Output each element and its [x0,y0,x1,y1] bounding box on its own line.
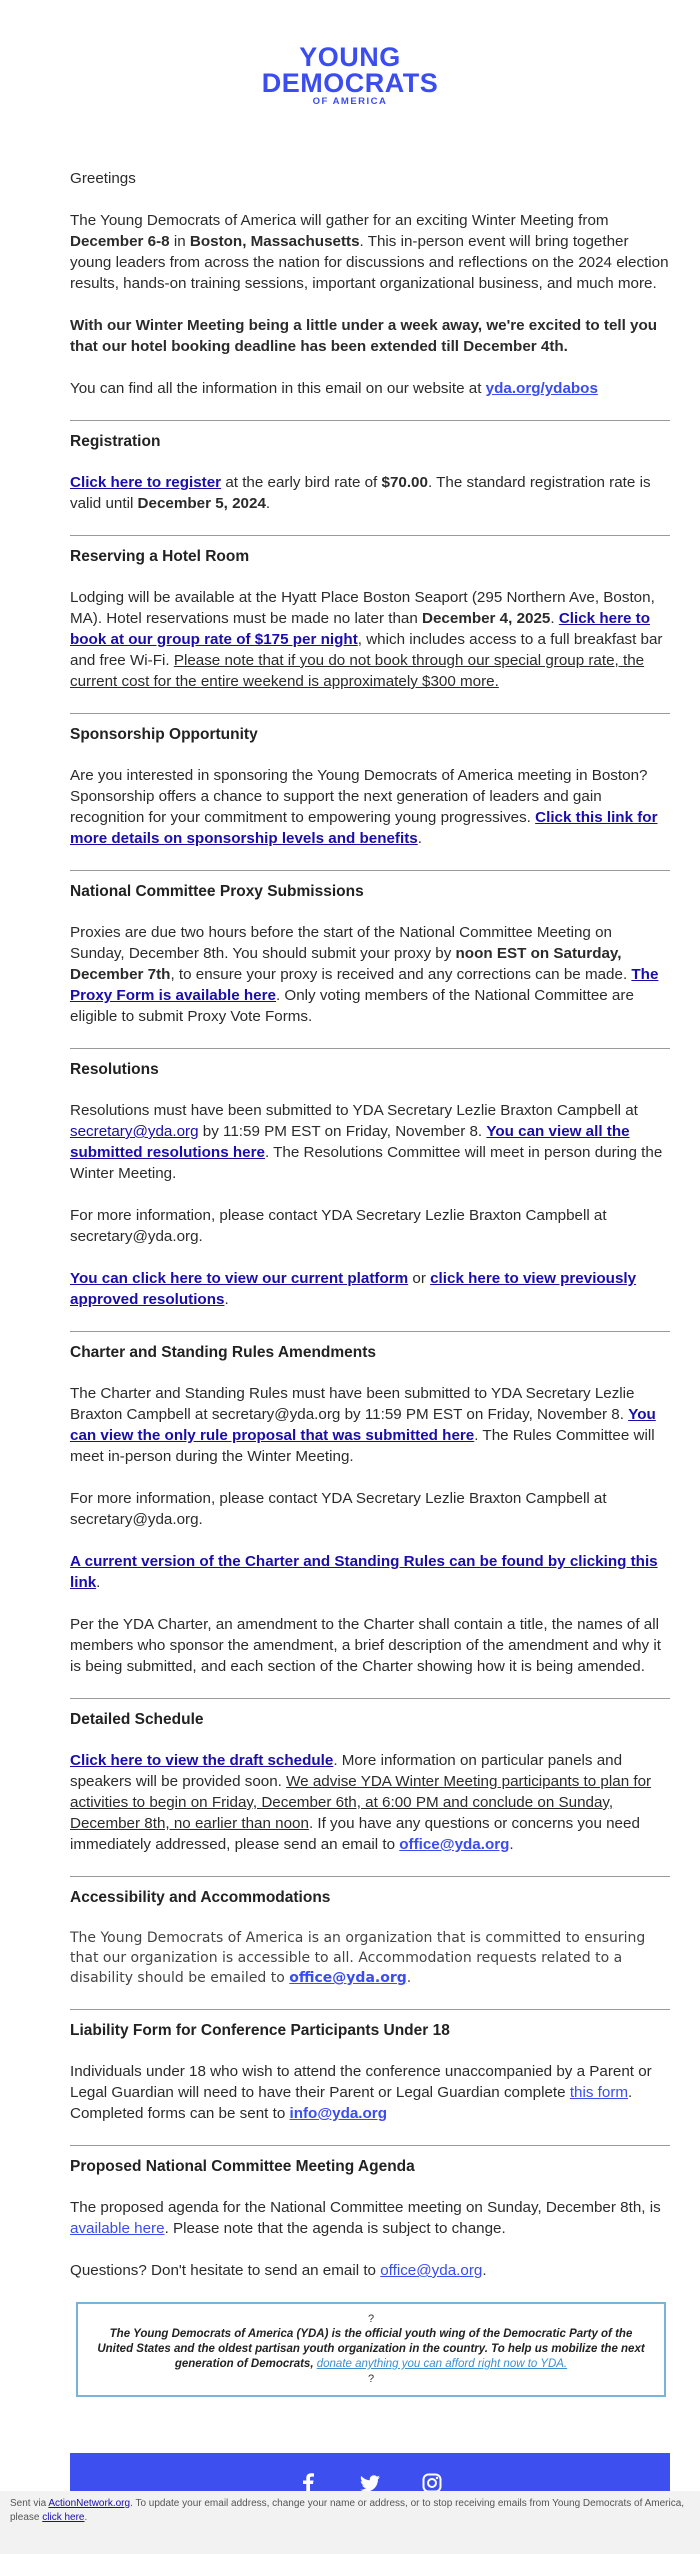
charter-contact: For more information, please contact YDA Secretary Lezlie Braxton Campbell at secretary@yda.org. [70,1490,607,1528]
actionnetwork-link[interactable]: ActionNetwork.org [48,2498,131,2509]
questions-email-link[interactable]: office@yda.org [380,2262,483,2279]
proxy-title: National Committee Proxy Submissions [70,883,364,900]
liability-title: Liability Form for Conference Participants Under 18 [70,2022,450,2039]
divider [70,420,670,421]
email-footer: Sent via ActionNetwork.org. To update your email address, change your name or address, or to stop receiving emails from Young Democrats of America, please click here. [0,2491,700,2554]
divider [70,2009,670,2010]
resolutions-paragraph: Resolutions must have been submitted to YDA Secretary Lezlie Braxton Campbell at secretary@yda.org by 11:59 PM EST on Friday, November 8. You can view all the submitted resolutions here. The Resolutions Committee will meet in person during the Winter Meeting. [70,1102,663,1182]
yda-logo[interactable] [0,44,700,107]
register-link[interactable]: Click here to register [70,474,222,491]
registration-title: Registration [70,433,161,450]
agenda-title: Proposed National Committee Meeting Agenda [70,2158,415,2175]
divider [70,870,670,871]
proxy-form-link[interactable]: The Proxy Form is available here [70,966,659,1004]
divider [70,1876,670,1877]
email-body [70,168,670,2513]
divider [70,535,670,536]
questions-paragraph: Questions? Don't hesitate to send an email to office@yda.org. [70,2262,487,2279]
accessibility-paragraph: The Young Democrats of America is an organization that is committed to ensuring that our organization is accessible to all. Accommodation requests related to a disability should be emailed to office@yda.org. [70,1930,646,1986]
charter-current-paragraph: A current version of the Charter and Standing Rules can be found by clicking this link. [70,1553,658,1591]
intro-paragraph: The Young Democrats of America will gather for an exciting Winter Meeting from December 6-8 in Boston, Massachusetts. This in-person event will bring together young leaders from across the nation for discussions and reflections on the 2024 election results, hands-on training sessions, important organizational business, and much more. [70,212,669,292]
hotel-title: Reserving a Hotel Room [70,548,250,565]
resolutions-title: Resolutions [70,1061,159,1078]
unsubscribe-link[interactable]: click here [42,2512,85,2523]
proxy-paragraph: Proxies are due two hours before the start of the National Committee Meeting on Sunday, December 8th. You should submit your proxy by noon EST on Saturday, December 7th, to ensure your proxy is received and any corrections can be made. The Proxy Form is available here. Only voting members of the National Committee are eligible to submit Proxy Vote Forms. [70,924,659,1025]
logo-line3: OF AMERICA [312,96,388,107]
divider [70,1048,670,1049]
office-email-link[interactable]: office@yda.org [399,1836,510,1853]
charter-title: Charter and Standing Rules Amendments [70,1344,377,1361]
website-paragraph: You can find all the information in this email on our website at yda.org/ydabos [70,380,598,397]
placeholder-glyph: ? [367,2313,375,2325]
sponsorship-title: Sponsorship Opportunity [70,726,258,743]
platform-paragraph: You can click here to view our current platform or click here to view previously approved resolutions. [70,1270,637,1308]
mission-text: The Young Democrats of America (YDA) is the official youth wing of the Democratic Party of the United States and the oldest partisan youth organization in the country. To help us mobilize the next generation of Democrats, donate anything you can afford right now to YDA. [97,2328,645,2370]
schedule-paragraph: Click here to view the draft schedule. More information on particular panels and speakers will be provided soon. We advise YDA Winter Meeting participants to plan for activities to begin on Friday, December 6th, at 6:00 PM and conclude on Sunday, December 8th, no earlier than noon. If you have any questions or concerns you need immediately addressed, please send an email to office@yda.org. [70,1752,652,1853]
greeting: Greetings [70,170,136,187]
platform-link[interactable]: You can click here to view our current platform [70,1270,409,1287]
registration-paragraph: Click here to register at the early bird rate of $70.00. The standard registration rate is valid until December 5, 2024. [70,474,651,512]
charter-paragraph: The Charter and Standing Rules must have been submitted to YDA Secretary Lezlie Braxton Campbell at secretary@yda.org by 11:59 PM EST on Friday, November 8. You can view the only rule proposal that was submitted here. The Rules Committee will meet in-person during the Winter Meeting. [70,1385,656,1465]
hotel-extension-notice: With our Winter Meeting being a little under a week away, we're excited to tell you that our hotel booking deadline has been extended till December 4th. [70,317,658,355]
divider [70,2145,670,2146]
hotel-booking-link[interactable]: Click here to book at our group rate of $175 per night [70,610,650,648]
divider [70,713,670,714]
charter-rules-link[interactable]: A current version of the Charter and Standing Rules can be found by clicking this link [70,1553,658,1591]
agenda-link[interactable]: available here [70,2220,165,2237]
info-email-link[interactable]: info@yda.org [289,2105,387,2122]
charter-per-paragraph: Per the YDA Charter, an amendment to the Charter shall contain a title, the names of all members who sponsor the amendment, a brief description of the amendment and why it is being submitted, and each section of the Charter showing how it is being amended. [70,1616,661,1675]
submitted-resolutions-link[interactable]: You can view all the submitted resolutions here [70,1123,630,1161]
divider [70,1331,670,1332]
liability-paragraph: Individuals under 18 who wish to attend the conference unaccompanied by a Parent or Legal Guardian will need to have their Parent or Legal Guardian complete this form. Completed forms can be sent to info@yda.org [70,2063,652,2122]
hotel-paragraph: Lodging will be available at the Hyatt Place Boston Seaport (295 Northern Ave, Boston, MA). Hotel reservations must be made no later than December 4, 2025. Click here to book at our group rate of $175 per night, which includes access to a full breakfast bar and free Wi-Fi. Please note that if you do not book through our special group rate, the current cost for the entire weekend is approximately $300 more. [70,589,663,690]
placeholder-glyph: ? [367,2373,375,2385]
donate-link[interactable]: donate anything you can afford right now to YDA. [316,2358,568,2370]
logo-line1: YOUNG [299,42,401,72]
sponsorship-paragraph: Are you interested in sponsoring the Young Democrats of America meeting in Boston? Sponsorship offers a chance to support the next generation of leaders and gain recognition for your commitment to empowering young progressives. Click this link for more details on sponsorship levels and benefits. [70,767,658,847]
previous-resolutions-link[interactable]: click here to view previously approved resolutions [70,1270,637,1308]
agenda-paragraph: The proposed agenda for the National Committee meeting on Sunday, December 8th, is available here. Please note that the agenda is subject to change. [70,2199,661,2237]
accessibility-title: Accessibility and Accommodations [70,1889,331,1906]
secretary-email-link[interactable]: secretary@yda.org [70,1123,199,1140]
website-link[interactable]: yda.org/ydabos [485,380,598,397]
accessibility-email-link[interactable]: office@yda.org [289,1970,407,1986]
resolutions-contact: For more information, please contact YDA Secretary Lezlie Braxton Campbell at secretary@yda.org. [70,1207,607,1245]
liability-form-link[interactable]: this form [569,2084,629,2101]
schedule-title: Detailed Schedule [70,1711,204,1728]
logo-line2: DEMOCRATS [261,68,439,98]
sponsorship-link[interactable]: Click this link for more details on sponsorship levels and benefits [70,809,658,847]
draft-schedule-link[interactable]: Click here to view the draft schedule [70,1752,334,1769]
rule-proposal-link[interactable]: You can view the only rule proposal that was submitted here [70,1406,656,1444]
divider [70,1698,670,1699]
mission-box [76,2302,666,2397]
